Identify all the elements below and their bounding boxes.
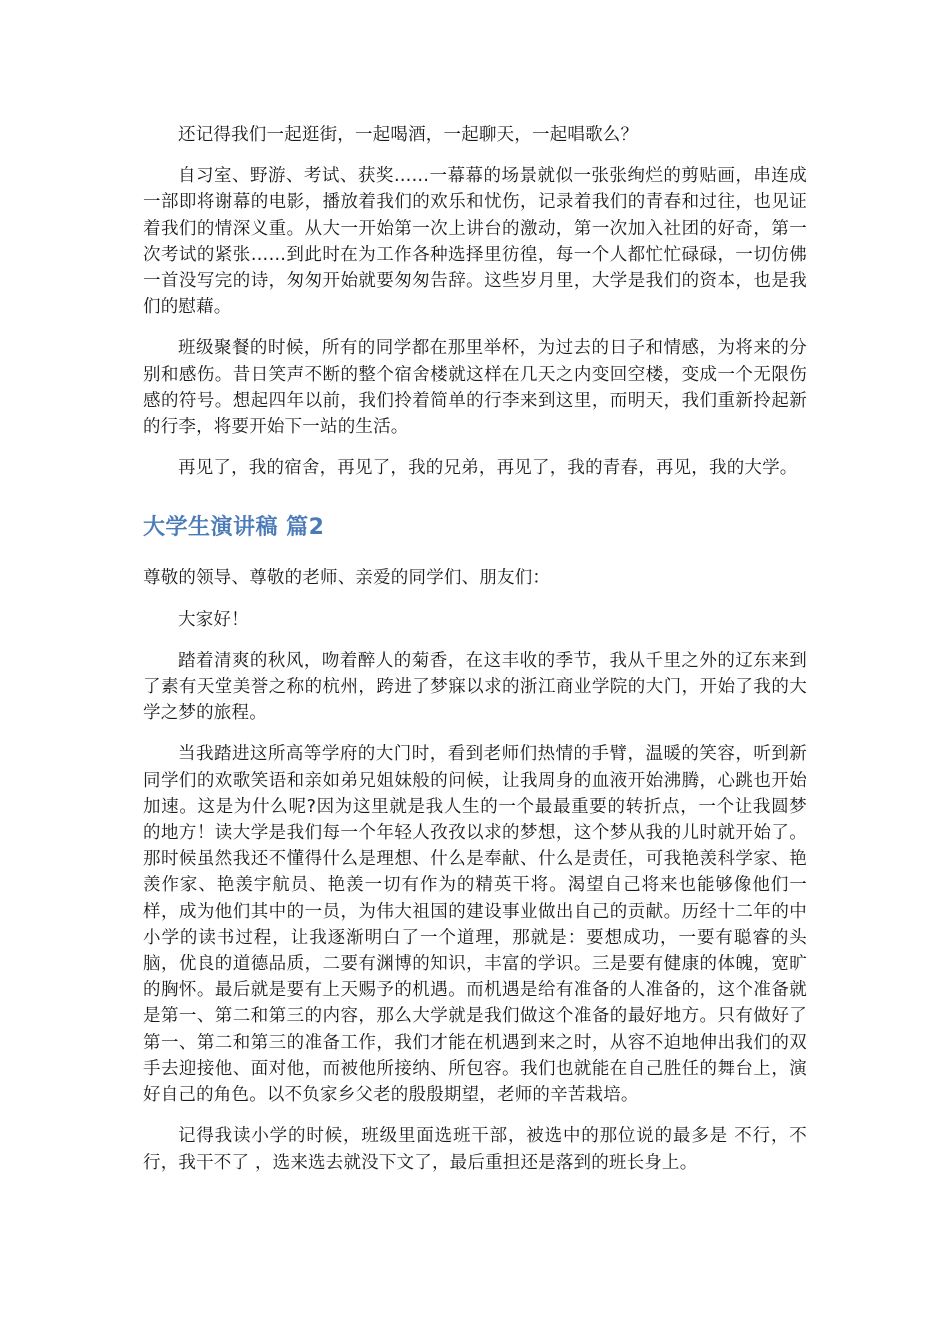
paragraph: 当我踏进这所高等学府的大门时，看到老师们热情的手臂，温暖的笑容，听到新同学们的欢歌笑语和亲如弟兄姐妹般的问候，让我周身的血液开始沸腾，心跳也开始加速。这是为什么呢?因为这里就是我人生的一个最最重要的转折点，一个让我圆梦的地方！读大学是我们每一个年轻人孜孜以求的梦想，这个梦从我的儿时就开始了。那时候虽然我还不懂得什么是理想、什么是奉献、什么是责任，可我艳羡科学家、艳羡作家、艳羡宇航员、艳羡一切有作为的精英干将。渴望自己将来也能够像他们一样，成为他们其中的一员，为伟大祖国的建设事业做出自己的贡献。历经十二年的中小学的读书过程，让我逐渐明白了一个道理，那就是：要想成功，一要有聪睿的头脑，优良的道德品质，二要有渊博的知识，丰富的学识。三是要有健康的体魄，宽旷的胸怀。最后就是要有上天赐予的机遇。而机遇是给有准备的人准备的，这个准备就是第一、第二和第三的内容，那么大学就是我们做这个准备的最好地方。只有做好了第一、第二和第三的准备工作，我们才能在机遇到来之时，从容不迫地伸出我们的双手去迎接他、面对他，而被他所接纳、所包容。我们也就能在自己胜任的舞台上，演好自己的角色。以不负家乡父老的殷殷期望，老师的辛苦栽培。 <box>143 744 807 1106</box>
paragraph: 踏着清爽的秋风，吻着醉人的菊香，在这丰收的季节，我从千里之外的辽东来到了素有天堂美誉之称的杭州，跨进了梦寐以求的浙江商业学院的大门，开始了我的大学之梦的旅程。 <box>143 650 807 724</box>
section-heading: 大学生演讲稿 篇2 <box>143 515 325 541</box>
paragraph: 大家好！ <box>178 609 249 630</box>
paragraph: 班级聚餐的时候，所有的同学都在那里举杯，为过去的日子和情感，为将来的分别和感伤。昔日笑声不断的整个宿舍楼就这样在几天之内变回空楼，变成一个无限伤感的符号。想起四年以前，我们拎着简单的行李来到这里，而明天，我们重新拎起新的行李，将要开始下一站的生活。 <box>143 338 807 438</box>
paragraph: 记得我读小学的时候，班级里面选班干部，被选中的那位说的最多是 不行，不行，我干不了 ，选来选去就没下文了，最后重担还是落到的班长身上。 <box>143 1126 807 1173</box>
salutation: 尊敬的领导、尊敬的老师、亲爱的同学们、朋友们： <box>143 568 551 589</box>
paragraph: 还记得我们一起逛街，一起喝酒，一起聊天，一起唱歌么？ <box>178 125 639 145</box>
paragraph: 自习室、野游、考试、获奖……一幕幕的场景就似一张张绚烂的剪贴画，串连成一部即将谢幕的电影，播放着我们的欢乐和忧伤，记录着我们的青春和过往，也见证着我们的情深义重。从大一开始第一次上讲台的激动，第一次加入社团的好奇，第一次考试的紧张……到此时在为工作各种选择里彷徨，每一个人都忙忙碌碌，一切仿佛一首没写完的诗，匆匆开始就要匆匆告辞。这些岁月里，大学是我们的资本，也是我们的慰藉。 <box>143 166 807 318</box>
document-page <box>143 122 807 1191</box>
paragraph: 再见了，我的宿舍，再见了，我的兄弟，再见了，我的青春，再见，我的大学。 <box>178 458 798 479</box>
